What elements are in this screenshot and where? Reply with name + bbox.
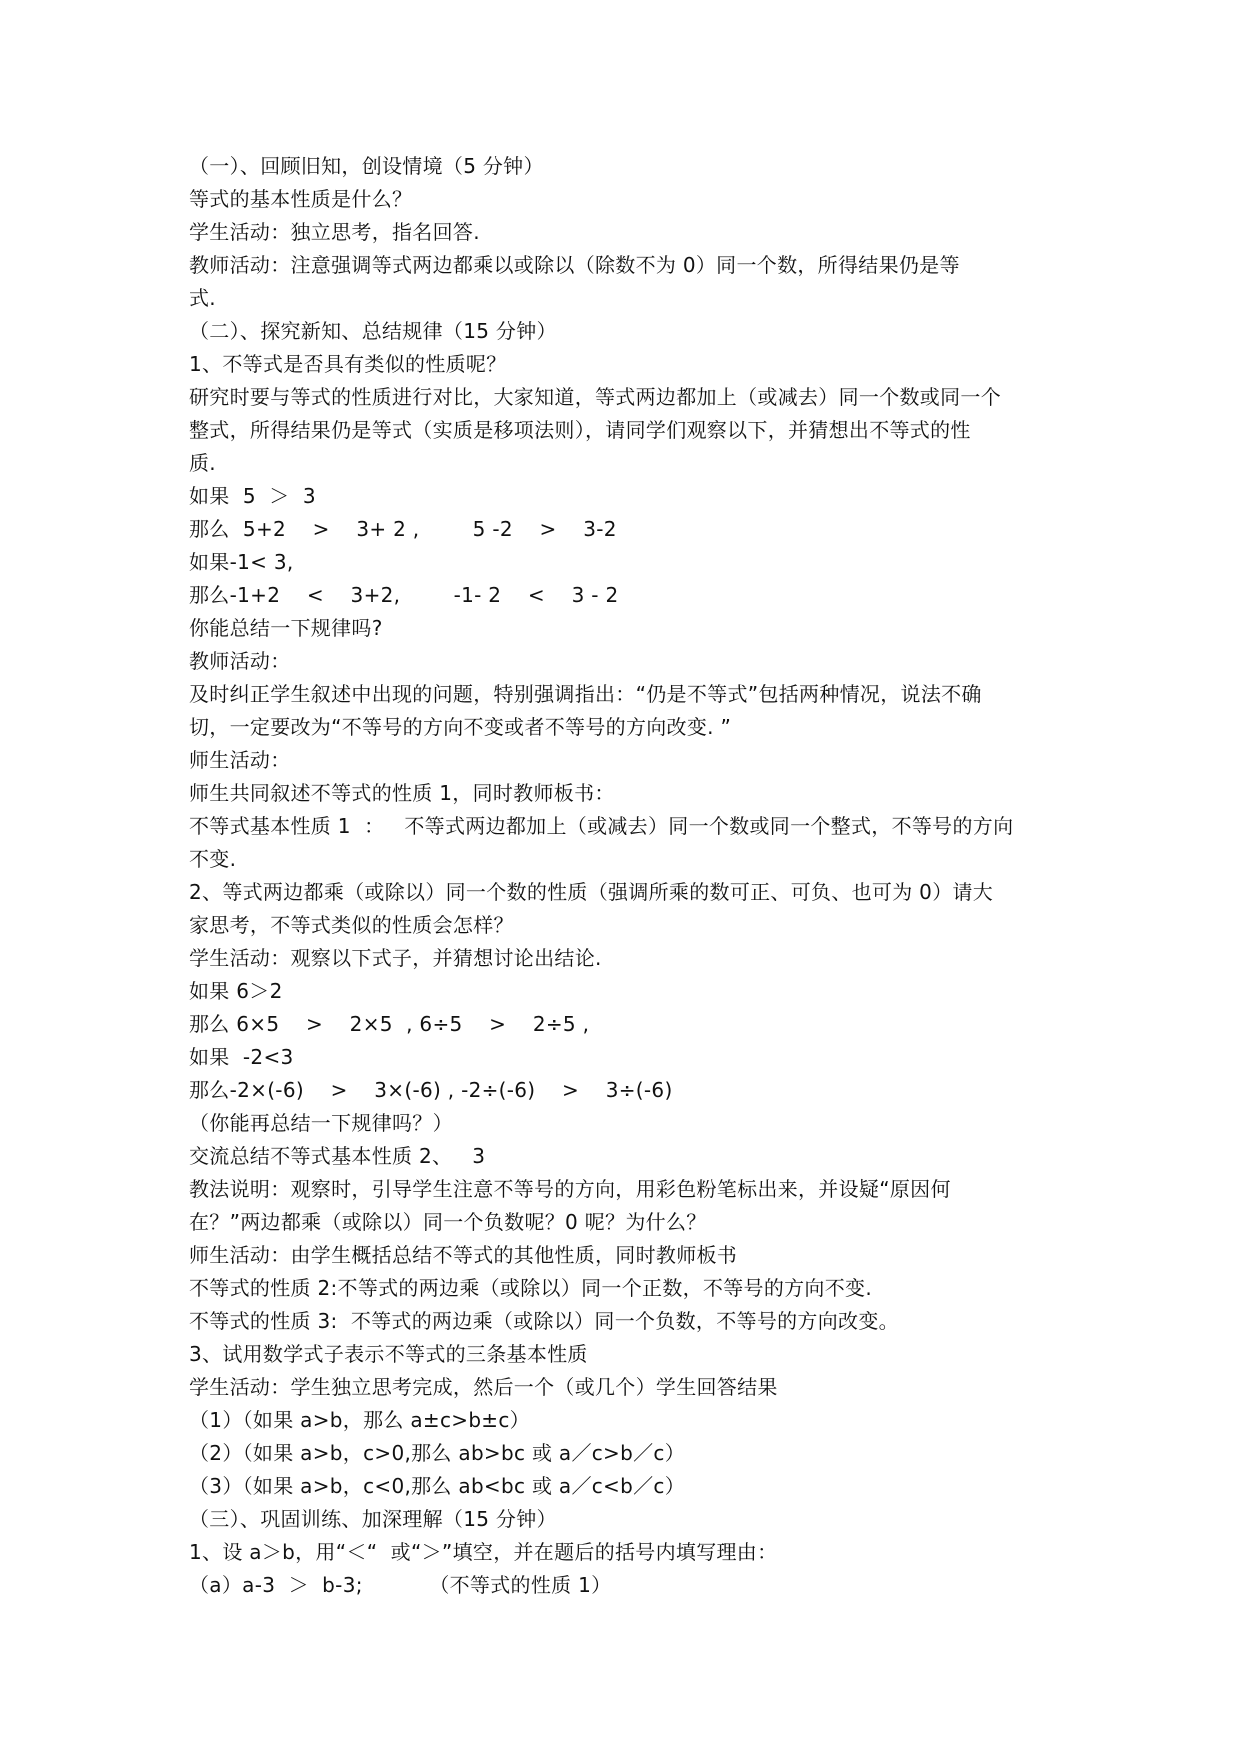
text-line: 师生活动：由学生概括总结不等式的其他性质，同时教师板书 xyxy=(189,1243,738,1267)
text-line: 2、等式两边都乘（或除以）同一个数的性质（强调所乘的数可正、可负、也可为 0）请大 xyxy=(189,880,994,904)
text-line: 教师活动：注意强调等式两边都乘以或除以（除数不为 0）同一个数，所得结果仍是等 xyxy=(189,253,960,277)
math-line: 那么-2×(-6) > 3×(-6) , -2÷(-6) > 3÷(-6) xyxy=(189,1078,673,1102)
text-line: 师生共同叙述不等式的性质 1，同时教师板书： xyxy=(189,781,615,805)
text-line: 教法说明：观察时，引导学生注意不等号的方向，用彩色粉笔标出来，并设疑“原因何 xyxy=(189,1177,951,1201)
math-line: （2）（如果 a>b，c>0,那么 ab>bc 或 a／c>b／c） xyxy=(189,1441,686,1465)
text-line: 师生活动： xyxy=(189,748,291,772)
text-line: 学生活动：独立思考，指名回答. xyxy=(189,220,480,244)
text-line: 及时纠正学生叙述中出现的问题，特别强调指出：“仍是不等式”包括两种情况，说法不确 xyxy=(189,682,982,706)
section-heading-3: （三）、巩固训练、加深理解（15 分钟） xyxy=(189,1507,557,1531)
math-line: 如果 -2<3 xyxy=(189,1045,294,1069)
text-line: 整式，所得结果仍是等式（实质是移项法则），请同学们观察以下，并猜想出不等式的性 xyxy=(189,418,971,442)
text-line: 不变. xyxy=(189,847,237,871)
text-line: 1、设 a＞b，用“＜“ 或“＞”填空，并在题后的括号内填写理由： xyxy=(189,1540,778,1564)
text-line: 切，一定要改为“不等号的方向不变或者不等号的方向改变. ” xyxy=(189,715,732,739)
math-line: 如果 6＞2 xyxy=(189,979,283,1003)
text-line: （你能再总结一下规律吗？） xyxy=(189,1111,453,1135)
math-line: 那么 6×5 > 2×5 , 6÷5 > 2÷5 , xyxy=(189,1012,590,1036)
text-line: 质. xyxy=(189,451,216,475)
text-line: 3、试用数学式子表示不等式的三条基本性质 xyxy=(189,1342,588,1366)
text-line: 交流总结不等式基本性质 2、 3 xyxy=(189,1144,486,1168)
section-heading-1: （一）、回顾旧知，创设情境（5 分钟） xyxy=(189,154,544,178)
math-line: 如果-1< 3, xyxy=(189,550,294,574)
section-heading-2: （二）、探究新知、总结规律（15 分钟） xyxy=(189,319,557,343)
text-line: 你能总结一下规律吗? xyxy=(189,616,383,640)
document-body xyxy=(189,150,1059,1602)
text-line: 家思考，不等式类似的性质会怎样？ xyxy=(189,913,514,937)
text-line: 1、不等式是否具有类似的性质呢？ xyxy=(189,352,507,376)
text-line: 学生活动：学生独立思考完成，然后一个（或几个）学生回答结果 xyxy=(189,1375,778,1399)
math-line: 如果 5 ＞ 3 xyxy=(189,484,316,508)
math-line: （1）（如果 a>b，那么 a±c>b±c） xyxy=(189,1408,530,1432)
text-line: 不等式的性质 3: 不等式的两边乘（或除以）同一个负数，不等号的方向改变。 xyxy=(189,1309,899,1333)
text-line: 在？”两边都乘（或除以）同一个负数呢？0 呢？为什么？ xyxy=(189,1210,707,1234)
text-line: 不等式基本性质 1 ： 不等式两边都加上（或减去）同一个数或同一个整式，不等号的方向 xyxy=(189,814,1014,838)
text-line: 式. xyxy=(189,286,216,310)
math-line: 那么-1+2 < 3+2, -1- 2 < 3 - 2 xyxy=(189,583,619,607)
text-line: （a）a-3 ＞ b-3; （不等式的性质 1） xyxy=(189,1573,612,1597)
text-line: 不等式的性质 2:不等式的两边乘（或除以）同一个正数，不等号的方向不变. xyxy=(189,1276,872,1300)
text-line: 学生活动：观察以下式子，并猜想讨论出结论. xyxy=(189,946,602,970)
text-line: 等式的基本性质是什么？ xyxy=(189,187,413,211)
text-line: 研究时要与等式的性质进行对比，大家知道，等式两边都加上（或减去）同一个数或同一个 xyxy=(189,385,1001,409)
math-line: （3）（如果 a>b，c<0,那么 ab<bc 或 a／c<b／c） xyxy=(189,1474,686,1498)
math-line: 那么 5+2 > 3+ 2 , 5 -2 > 3-2 xyxy=(189,517,617,541)
text-line: 教师活动： xyxy=(189,649,291,673)
